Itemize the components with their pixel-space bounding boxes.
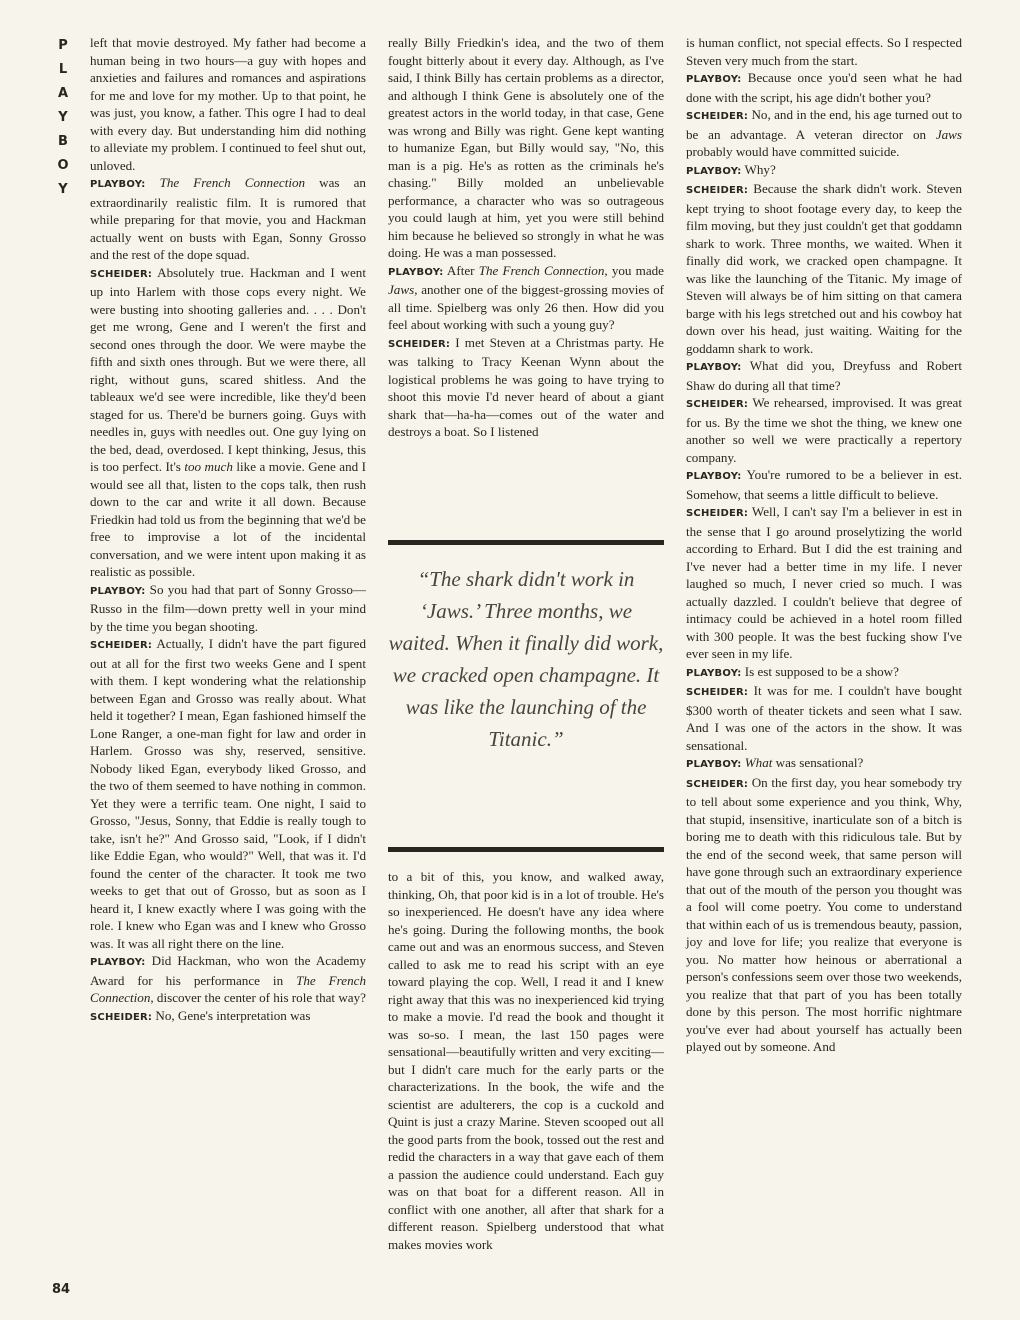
sidebar-letter: Y [58,182,68,197]
question: PLAYBOY: After The French Connection, you made Jaws, another one of the biggest-grossing movies of all time. Spielberg was only 26 then. How did you feel about working with such a young guy? [388,262,664,332]
speaker-playboy: PLAYBOY: [90,957,146,968]
speaker-scheider: SCHEIDER: [686,687,749,698]
speaker-playboy: PLAYBOY: [686,165,742,177]
speaker-playboy: PLAYBOY: [686,759,742,770]
speaker-scheider: SCHEIDER: [686,508,749,519]
article-column-3 [686,34,962,1056]
page-number: 84 [52,1282,71,1297]
answer: SCHEIDER: On the first day, you hear somebody try to tell about some experience and you think, Why, that stupid, insensitive, inarticulate son of a bitch is boring me to death with this ridiculous tale. But by the end of the second week, that same person will have gone through such an extraordinary experience that out of the mouth of the person you thought was a fool will come poetry. You come to understand that within each of us is tremendous beauty, passion, joy and love for life; you realize that everyone is you. No matter how heinous or aberrational a person's confessions seem over those two weekends, you realize that that part of you has been totally done by this person. The most horrific nightmare you've ever had about yourself has actually been played out by someone. And [686,774,962,1054]
answer: SCHEIDER: Absolutely true. Hackman and I went up into Harlem with those cops every night. We were busting into shooting galleries and. . . . Don't get me wrong, Gene and I weren't the first and second ones through the door. We were maybe the fifth and sixth ones through. But we were there, all right, without guns, scared shitless. And the tableaux we'd see were incredible, like they'd been staged for us. There'd be burners going. Guys with needles in, guys with needles out. One guy lying on the bed, dead, overdosed. I kept thinking, Jesus, this is too perfect. It's too much like a movie. Gene and I would see all that, listen to the cops talk, then rush down to the car and write it all down. Because Friedkin had told us from the beginning that we'd be free to improvise a lot of the incidental conversation, and we were intent upon making it as realistic as possible. [90,264,366,579]
speaker-scheider: SCHEIDER: [686,111,749,122]
article-column-2-continued [388,868,664,1253]
article-column-1 [90,34,366,1026]
question: PLAYBOY: What was sensational? [686,755,864,770]
speaker-scheider: SCHEIDER: [90,268,153,280]
answer: SCHEIDER: Because the shark didn't work. Steven kept trying to shoot footage every day, to keep the film moving, but they just couldn't get that goddamn shark to work. Three months, we waited. When it finally did work, we cracked open champagne. It was like the launching of the Titanic. My image of Steven will always be of him sitting on that camera barge with his legs stretched out and his cowboy hat down over his head, just waiting. Waiting for the goddamn shark to work. [686,181,962,356]
paragraph: to a bit of this, you know, and walked away, thinking, Oh, that poor kid is in a lot of trouble. He's so inexperienced. He doesn't have any idea where he's going. During the following months, the book came out and was an enormous success, and Steven called to ask me to read his script with an eye toward playing the cop. Well, I read it and I knew right away that this was no inexperienced kid trying to make a movie. I'd read the book and thought it was so-so. I mean, the last 150 pages were sensational—beautifully written and very exciting—but I didn't care much for the early parts or the characterizations. In the book, the wife and the scientist are adulterers, the cop is a cuckold and Quint is just a crazy Marine. Steven scooped out all the good parts from the book, tossed out the rest and redid the characters in a way that gave each of them a passion the audience could understand. Each guy was on that boat for a different reason. All in conflict with one another, all after that shark for a different reason. Spielberg understood that what makes movies work [388,869,664,1252]
answer: SCHEIDER: Actually, I didn't have the part figured out at all for the first two weeks Gene and I spent with them. I kept wondering what the relationship between Egan and Grosso was really about. What held it together? I mean, Egan fashioned himself the Lone Ranger, a one-man fight for law and order in Harlem. Grosso was shy, reserved, sensitive. Nobody liked Egan, everybody liked Grosso, and the two of them seemed to have nothing in common. Yet they were a terrific team. One night, I said to Grosso, "Jesus, Sonny, that Eddie is really tough to take, isn't he?" And Grosso said, "Look, if I didn't like Eddie Egan, who would?" Well, that was it. I'd found the center of the character. It took me two weeks to get that out of Grosso, but as soon as I heard it, I knew exactly where I was going with the role. I knew who Egan was and I knew who Grosso was. It was all right there on the line. [90,636,366,951]
question: PLAYBOY: Because once you'd seen what he had done with the script, his age didn't bother you? [686,70,962,105]
question: PLAYBOY: Is est supposed to be a show? [686,663,899,679]
answer: SCHEIDER: It was for me. I couldn't have bought $300 worth of theater tickets and seen what I saw. And I was one of the actors in the show. It was sensational. [686,683,962,753]
question: PLAYBOY: Why? [686,161,776,177]
paragraph: left that movie destroyed. My father had become a human being in two hours—a guy with hopes and anxieties and failures and romances and aspirations for me and love for my mother. Up to that point, he was just, you know, a father. This ogre I had to deal with every day. But understanding him did nothing to alleviate my problem. I continued to feel shut out, unloved. [90,35,366,173]
question: PLAYBOY: What did you, Dreyfuss and Robert Shaw do during all that time? [686,358,962,393]
answer: SCHEIDER: We rehearsed, improvised. It was great for us. By the time we shot the thing, we knew one another so well we were practically a repertory company. [686,395,962,465]
speaker-scheider: SCHEIDER: [388,338,451,350]
sidebar-letter: O [57,158,69,173]
speaker-scheider: SCHEIDER: [686,399,749,410]
question: PLAYBOY: Did Hackman, who won the Academy Award for his performance in The French Connection, discover the center of his role that way? [90,953,366,1005]
speaker-playboy: PLAYBOY: [388,266,444,278]
article-column-2 [388,34,664,441]
pull-quote [388,540,664,852]
speaker-scheider: SCHEIDER: [90,640,153,651]
answer: SCHEIDER: Well, I can't say I'm a believer in est in the sense that I go around proselytizing the world according to Erhard. But I did the est training and I've never had a better time in my life. I never laughed so much, I never cried so much. I was actually dazzled. I couldn't believe that degree of intimacy could be achieved in a hotel room filled with 300 people. It was the best fucking show I've ever seen in my life. [686,504,962,661]
pull-quote-text: “The shark didn't work in ‘Jaws.’ Three months, we waited. When it finally did work, we cracked open champagne. It was like the launching of the Titanic.” [388,567,664,751]
paragraph: really Billy Friedkin's idea, and the two of them fought bitterly about it every day. Although, as I've said, I think Billy has certain problems as a director, and although I think Gene is absolutely one of the greatest actors in the world today, in that case, Gene was wrong and Billy was right. Gene kept wanting to humanize Egan, but Billy would say, "No, this man is a pig. He's as rotten as the criminals he's chasing." Billy molded an unbelievable performance, a character who was so outrageous you could laugh at him, yet you were still behind him because he believed so strongly in what he was doing. He was a man possessed. [388,35,664,260]
speaker-playboy: PLAYBOY: [90,585,146,597]
sidebar-letter: Y [58,110,68,125]
speaker-playboy: PLAYBOY: [686,74,742,85]
paragraph: is human conflict, not special effects. So I respected Steven very much from the start. [686,35,962,68]
speaker-playboy: PLAYBOY: [686,362,742,373]
sidebar-letter: B [58,134,68,149]
speaker-scheider: SCHEIDER: [686,778,749,790]
speaker-playboy: PLAYBOY: [686,667,742,679]
sidebar-letter: A [57,86,69,101]
sidebar-letter: P [58,38,68,53]
speaker-scheider: SCHEIDER: [90,1011,153,1023]
answer: SCHEIDER: No, and in the end, his age turned out to be an advantage. A veteran director on Jaws probably would have committed suicide. [686,107,962,159]
speaker-playboy: PLAYBOY: [686,471,742,482]
question: PLAYBOY: The French Connection was an extraordinarily realistic film. It is rumored that while preparing for that movie, you and Hackman actually went on busts with Egan, Sonny Grosso and the rest of the dope squad. [90,175,366,262]
answer: SCHEIDER: I met Steven at a Christmas party. He was talking to Tracy Keenan Wynn about the logistical problems he was going to have trying to shoot this movie I'd never heard of about a giant shark that—ha-ha—comes out of the water and destroys a boat. So I listened [388,334,664,439]
sidebar-letter: L [58,62,68,77]
answer: SCHEIDER: No, Gene's interpretation was [90,1007,311,1023]
question: PLAYBOY: You're rumored to be a believer in est. Somehow, that seems a little difficult to believe. [686,467,962,502]
magazine-sidebar-logo [52,34,74,202]
speaker-playboy: PLAYBOY: [90,179,146,190]
question: PLAYBOY: So you had that part of Sonny Grosso—Russo in the film—down pretty well in your mind by the time you began shooting. [90,581,366,634]
speaker-scheider: SCHEIDER: [686,185,749,196]
